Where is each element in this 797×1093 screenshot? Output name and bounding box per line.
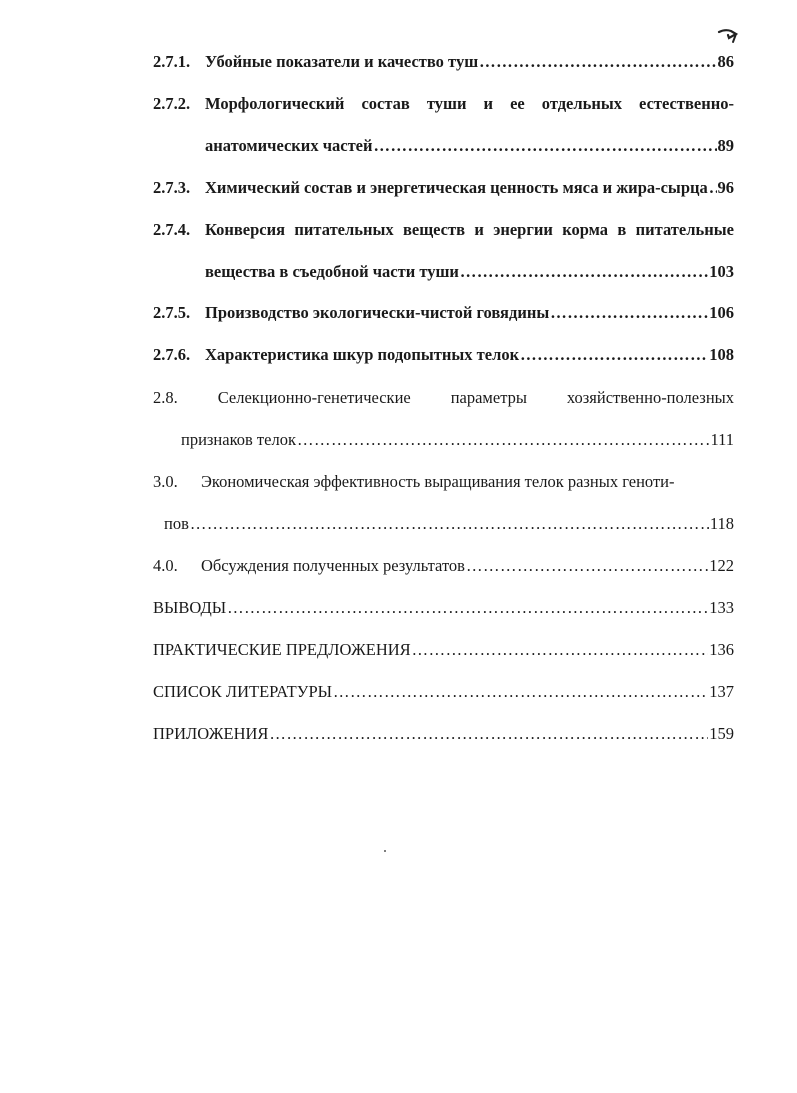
toc-entry-page: 111 [710,430,734,449]
toc-entry-appendices [153,724,734,744]
toc-entry-3-0 [153,472,734,492]
toc-entry-title-line1 [205,220,734,240]
toc-entry-page: 122 [709,556,734,575]
toc-entry-2-7-5 [153,303,734,323]
toc-entry-page: 137 [709,682,734,701]
toc-word: и [483,94,494,113]
dot-leader [709,178,717,198]
dot-leader [333,682,708,702]
toc-entry-number: 2.7.1. [153,52,191,71]
toc-entry-title: Характеристика шкур подопытных телок [205,345,520,364]
toc-entry-page: 103 [709,262,734,281]
dot-leader [269,724,708,744]
toc-entry-page: 136 [709,640,734,659]
dot-leader [479,52,716,72]
toc-entry-2-8 [153,388,734,408]
toc-word: в [617,220,627,239]
toc-word: и [474,220,484,239]
toc-entry-2-7-2 [153,94,734,114]
toc-word: веществ [402,220,465,239]
toc-entry-title: ВЫВОДЫ [153,598,227,617]
toc-entry-conclusions [153,598,734,618]
toc-word: состав [361,94,410,113]
toc-entry-title-line2: вещества в съедобной части туши [205,262,459,281]
toc-entry-title: Обсуждения полученных результатов [201,556,465,575]
toc-entry-2-7-2-continuation [205,136,734,156]
toc-entry-number: 2.7.5. [153,303,191,322]
toc-entry-number: 2.7.3. [153,178,191,197]
toc-word: корма [562,220,609,239]
toc-entry-2-7-3 [153,178,734,198]
toc-entry-title: ПРАКТИЧЕСКИЕ ПРЕДЛОЖЕНИЯ [153,640,411,659]
toc-word: Морфологический [205,94,345,113]
toc-entry-title: Химический состав и энергетическая ценность мяса и жира-сырца [205,178,708,197]
toc-word: туши [426,94,467,113]
toc-entry-number: 2.7.2. [153,94,191,113]
toc-entry-title: Убойные показатели и качество туш [205,52,479,71]
toc-word: энергии [493,220,553,239]
dot-leader [520,345,708,365]
toc-entry-page: 89 [717,136,734,155]
toc-entry-number: 2.7.6. [153,345,191,364]
toc-entry-title-line1 [205,94,734,114]
toc-word: Конверсия [205,220,286,239]
toc-entry-page: 96 [717,178,734,197]
toc-word: ее [510,94,525,113]
toc-entry-2-7-1 [153,52,734,72]
toc-word: питательных [294,220,394,239]
toc-entry-title: СПИСОК ЛИТЕРАТУРЫ [153,682,333,701]
scan-speck [384,850,386,852]
toc-entry-4-0 [153,556,734,576]
toc-entry-page: 106 [709,303,734,322]
toc-entry-title: ПРИЛОЖЕНИЯ [153,724,269,743]
toc-word: Селекционно-генетические [217,388,411,407]
dot-leader [227,598,708,618]
toc-entry-practical-proposals [153,640,734,660]
dot-leader [460,262,708,282]
toc-word: параметры [450,388,527,407]
dot-leader [550,303,708,323]
toc-entry-2-7-6 [153,345,734,365]
toc-word: естественно- [639,94,734,113]
toc-entry-number: 2.8. [153,388,178,407]
dot-leader [297,430,710,450]
toc-entry-3-0-continuation [164,514,734,534]
dot-leader [466,556,708,576]
toc-entry-page: 159 [709,724,734,743]
toc-entry-2-7-4-continuation [205,262,734,282]
dot-leader [412,640,709,660]
dot-leader [374,136,717,156]
toc-entry-page: 118 [709,514,734,533]
dot-leader [190,514,709,534]
toc-entry-number: 2.7.4. [153,220,191,239]
toc-entry-title: Производство экологически-чистой говядины [205,303,550,322]
toc-word: питательные [635,220,734,239]
toc-entry-page: 133 [709,598,734,617]
toc-word: отдельных [541,94,622,113]
page-corner-mark-icon [717,28,739,44]
toc-entry-number: 4.0. [153,556,178,575]
toc-entry-title-line2: пов [164,514,189,533]
toc-entry-title-line2: анатомических частей [205,136,373,155]
toc-entry-references [153,682,734,702]
toc-entry-title-line1: Экономическая эффективность выращивания телок разных геноти- [201,472,675,491]
toc-entry-page: 86 [717,52,734,71]
toc-entry-title-line2: признаков телок [181,430,296,449]
toc-entry-number: 3.0. [153,472,178,491]
toc-word: хозяйственно-полезных [566,388,734,407]
toc-entry-page: 108 [709,345,734,364]
toc-entry-2-8-continuation [181,430,734,450]
toc-entry-2-7-4 [153,220,734,240]
